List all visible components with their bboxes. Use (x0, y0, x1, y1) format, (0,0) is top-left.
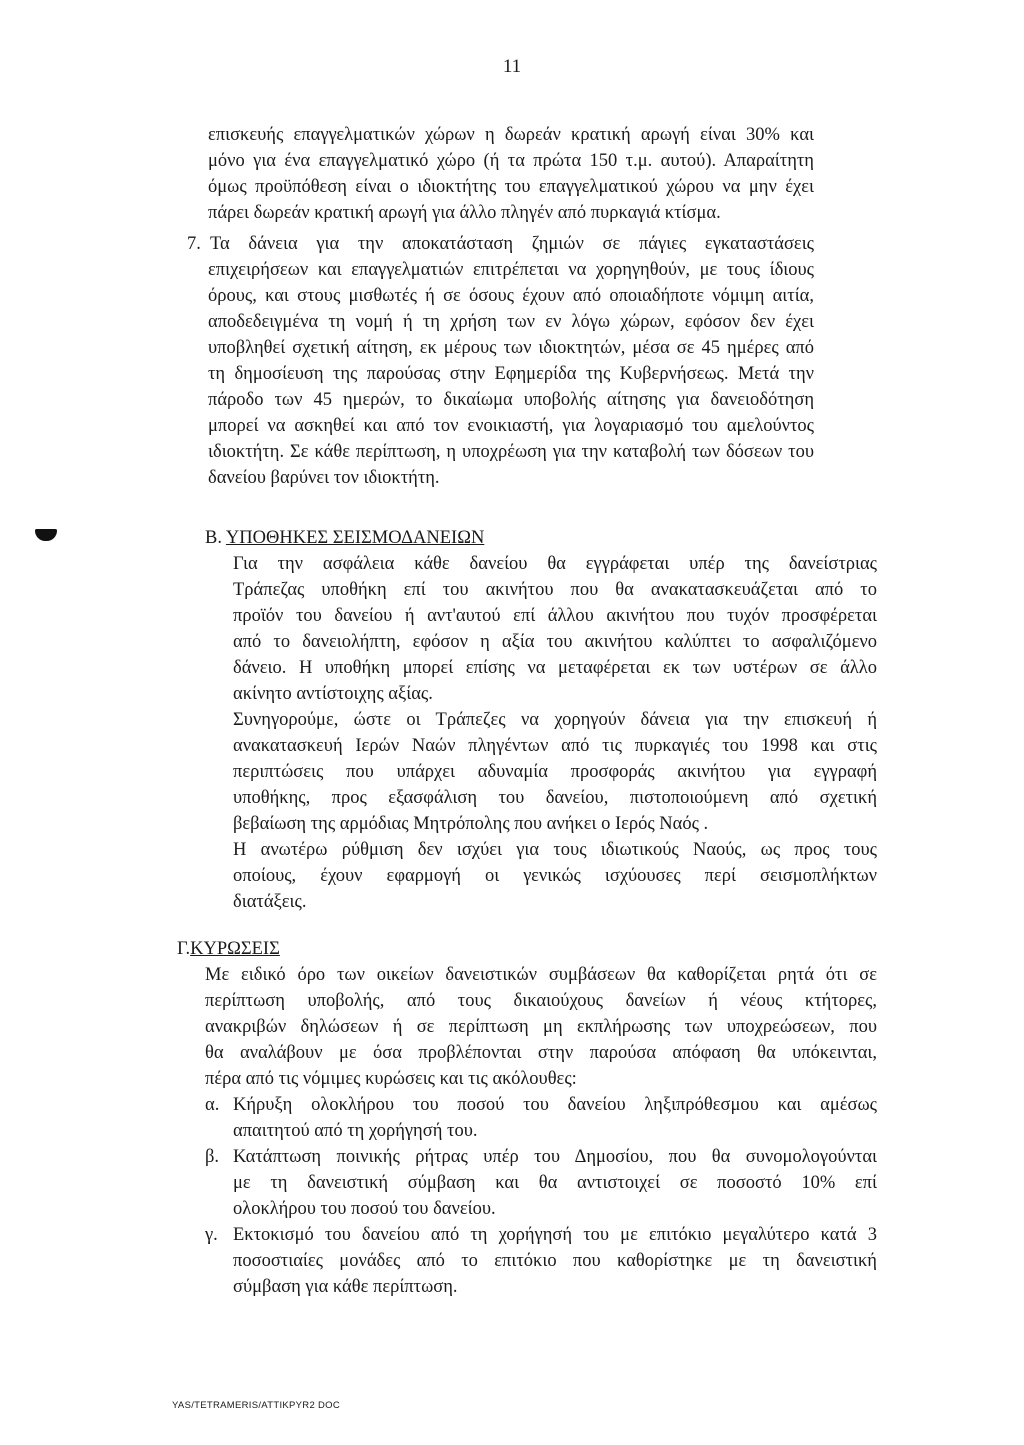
section-b-para2-line-1: Συνηγορούμε, ώστε οι Τράπεζες να χορηγούν δάνεια για την επισκευή ή (233, 710, 877, 730)
item-7-number: 7. (187, 234, 201, 254)
footer-file-path: YAS/TETRAMERIS/ATTIKPYR2 DOC (172, 1400, 340, 1411)
section-b-para3-line-3: διατάξεις. (233, 892, 307, 912)
page-number: 11 (502, 56, 522, 77)
item-7-line-9: ιδιοκτήτη. Σε κάθε περίπτωση, η υποχρέωση για την καταβολή των δόσεων του (208, 442, 814, 462)
intro-line-3: όμως προϋπόθεση είναι ο ιδιοκτήτης του επαγγελματικού χώρου να μην έχει (208, 177, 814, 197)
section-g-line-3: ανακριβών δηλώσεων ή σε περίπτωση μη εκπλήρωσης των υποχρεώσεων, που (205, 1017, 877, 1037)
item-7-line-5: υποβληθεί σχετική αίτηση, εκ μέρους των ιδιοκτητών, μέσα σε 45 ημέρες από (208, 338, 814, 358)
section-b-para2-line-5: βεβαίωση της αρμόδιας Μητρόπολης που ανήκει ο Ιερός Ναός . (233, 814, 709, 834)
section-g-line-2: περίπτωση υποβολής, από τους δικαιούχους δανείων ή νέους κτήτορες, (205, 991, 877, 1011)
section-b-heading (205, 526, 484, 550)
sanction-a-line-2: απαιτητού από τη χορήγησή του. (233, 1121, 478, 1141)
section-g-line-4: θα αναλάβουν με όσα προβλέπονται στην παρούσα απόφαση θα υπόκεινται, (205, 1043, 877, 1063)
item-7-line-4: αποδεδειγμένα τη νομή ή τη χρήση των εν λόγω χώρων, εφόσον δεν έχει (208, 312, 814, 332)
section-g-line-1: Με ειδικό όρο των οικείων δανειστικών συμβάσεων θα καθορίζεται ρητά ότι σε (205, 965, 877, 985)
section-b-line-1: Για την ασφάλεια κάθε δανείου θα εγγράφεται υπέρ της δανείστριας (233, 554, 877, 574)
item-7-line-10: δανείου βαρύνει τον ιδιοκτήτη. (208, 468, 440, 488)
section-b-line-5: δάνειο. Η υποθήκη μπορεί επίσης να μεταφέρεται εκ των υστέρων σε άλλο (233, 658, 877, 678)
sanction-c-line-1: Εκτοκισμό του δανείου από τη χορήγησή του με επιτόκιο μεγαλύτερο κατά 3 (233, 1225, 877, 1245)
intro-line-1: επισκευής επαγγελματικών χώρων η δωρεάν κρατική αρωγή είναι 30% και (208, 125, 814, 145)
sanction-a-line-1: Κήρυξη ολοκλήρου του ποσού του δανείου ληξιπρόθεσμου και αμέσως (233, 1095, 877, 1115)
section-b-para2-line-3: περιπτώσεις που υπάρχει αδυναμία προσφοράς ακινήτου για εγγραφή (233, 762, 877, 782)
item-7-line-3: όρους, και στους μισθωτές ή σε όσους έχουν από οποιαδήποτε νόμιμη αιτία, (208, 286, 814, 306)
sanction-b-line-2: με τη δανειστική σύμβαση και θα αντιστοιχεί σε ποσοστό 10% επί (233, 1173, 877, 1193)
intro-line-2: μόνο για ένα επαγγελματικό χώρο (ή τα πρώτα 150 τ.μ. αυτού). Απαραίτητη (208, 151, 814, 171)
section-b-para3-line-2: οποίους, έχουν εφαρμογή οι γενικώς ισχύουσες περί σεισμοπλήκτων (233, 866, 877, 886)
item-7-line-2: επιχειρήσεων και επαγγελματιών επιτρέπεται να χορηγηθούν, με τους ίδιους (208, 260, 814, 280)
section-b-line-6: ακίνητο αντίστοιχης αξίας. (233, 684, 433, 704)
section-b-line-2: Τράπεζας υποθήκη επί του ακινήτου που θα ανακατασκευάζεται από το (233, 580, 877, 600)
sanction-c-line-3: σύμβαση για κάθε περίπτωση. (233, 1277, 458, 1297)
section-g-line-5: πέρα από τις νόμιμες κυρώσεις και τις ακόλουθες: (205, 1069, 577, 1089)
sanction-b-line-3: ολοκλήρου του ποσού του δανείου. (233, 1199, 496, 1219)
item-7-line-8: μπορεί να ασκηθεί και από τον ενοικιαστή, για λογαριασμό του αμελούντος (208, 416, 814, 436)
section-b-para3-line-1: Η ανωτέρω ρύθμιση δεν ισχύει για τους ιδιωτικούς Ναούς, ως προς τους (233, 840, 877, 860)
section-b-line-3: προϊόν του δανείου ή αντ'αυτού επί άλλου ακινήτου που τυχόν προσφέρεται (233, 606, 877, 626)
sanction-c-label: γ. (205, 1225, 218, 1245)
item-7-line-6: τη δημοσίευση της παρούσας στην Εφημερίδα της Κυβερνήσεως. Μετά την (208, 364, 814, 384)
section-b-prefix: Β. (205, 528, 222, 548)
sanction-a-label: α. (205, 1095, 220, 1115)
section-b-line-4: από το δανειολήπτη, εφόσον η αξία του ακινήτου καλύπτει το ασφαλιζόμενο (233, 632, 877, 652)
section-g-heading (177, 937, 280, 961)
sanction-b-label: β. (205, 1147, 220, 1167)
intro-line-4: πάρει δωρεάν κρατική αρωγή για άλλο πληγέν από πυρκαγιά κτίσμα. (208, 203, 721, 223)
section-g-prefix: Γ. (177, 939, 191, 959)
section-g-title: ΚΥΡΩΣΕΙΣ (190, 939, 280, 959)
sanction-c-line-2: ποσοστιαίες μονάδες από το επιτόκιο που καθορίστηκε με τη δανειστική (233, 1251, 877, 1271)
section-b-para2-line-2: ανακατασκευή Ιερών Ναών πληγέντων από τις πυρκαγιές του 1998 και στις (233, 736, 877, 756)
section-b-para2-line-4: υποθήκης, προς εξασφάλιση του δανείου, πιστοποιούμενη από σχετική (233, 788, 877, 808)
sanction-b-line-1: Κατάπτωση ποινικής ρήτρας υπέρ του Δημοσίου, που θα συνομολογούνται (233, 1147, 877, 1167)
item-7-line-1: Τα δάνεια για την αποκατάσταση ζημιών σε πάγιες εγκαταστάσεις (210, 234, 814, 254)
margin-mark (35, 529, 57, 541)
item-7-line-7: πάροδο των 45 ημερών, το δικαίωμα υποβολής αίτησης για δανειοδότηση (208, 390, 814, 410)
section-b-title: ΥΠΟΘΗΚΕΣ ΣΕΙΣΜΟΔΑΝΕΙΩΝ (225, 528, 485, 548)
